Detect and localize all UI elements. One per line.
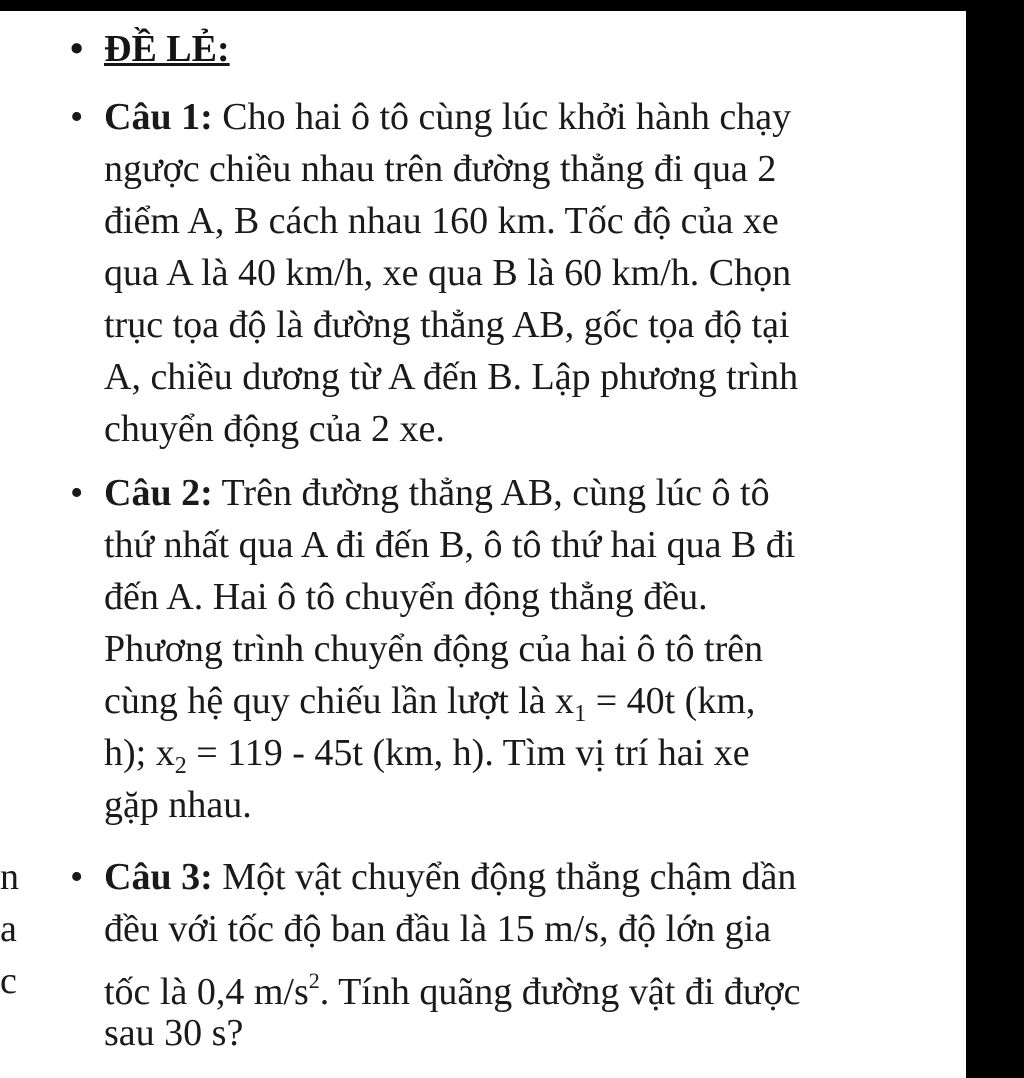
q2-line-3: đến A. Hai ô tô chuyển động thẳng đều. bbox=[104, 576, 708, 618]
q1-line-5: trục tọa độ là đường thẳng AB, gốc tọa độ tại bbox=[104, 304, 790, 346]
q3-line-3 bbox=[104, 955, 801, 1013]
q2-label: Câu 2: bbox=[104, 472, 213, 514]
left-clipped-fragment: a bbox=[0, 908, 17, 950]
q2-line-6-text: h); x bbox=[104, 732, 175, 774]
q2-line-7: gặp nhau. bbox=[104, 784, 252, 826]
subscript: 1 bbox=[574, 701, 587, 727]
subscript: 2 bbox=[174, 753, 187, 779]
q2-line-5-text: cùng hệ quy chiếu lần lượt là x bbox=[104, 680, 575, 722]
q3-label: Câu 3: bbox=[104, 856, 213, 898]
top-black-bar bbox=[0, 0, 1024, 11]
q2-line-5-rest: = 40t (km, bbox=[586, 680, 756, 722]
q1-line-6: A, chiều dương từ A đến B. Lập phương trình bbox=[104, 356, 799, 398]
bullet: • bbox=[70, 856, 84, 898]
q2-line-2: thứ nhất qua A đi đến B, ô tô thứ hai qua B đi bbox=[104, 524, 796, 566]
bullet: • bbox=[70, 472, 84, 514]
left-clipped-fragment: c bbox=[0, 960, 17, 1002]
q2-line-1 bbox=[104, 467, 795, 519]
document-page bbox=[0, 11, 966, 1078]
superscript: 2 bbox=[308, 968, 320, 993]
q2-line-4: Phương trình chuyển động của hai ô tô trên bbox=[104, 628, 764, 670]
q3-line-3-text: tốc là 0,4 m/s bbox=[104, 971, 309, 1013]
heading-text: ĐỀ LẺ: bbox=[104, 28, 230, 70]
q1-line-1 bbox=[104, 91, 798, 143]
q1-line-4: qua A là 40 km/h, xe qua B là 60 km/h. Chọn bbox=[104, 252, 792, 294]
q3-line-4: sau 30 s? bbox=[104, 1012, 244, 1054]
q1-line-2: ngược chiều nhau trên đường thẳng đi qua 2 bbox=[104, 148, 777, 190]
q2-line-6 bbox=[104, 727, 795, 779]
q2-line-6-rest: = 119 - 45t (km, h). Tìm vị trí hai xe bbox=[186, 732, 750, 774]
q2-line-1-text: Trên đường thẳng AB, cùng lúc ô tô bbox=[212, 472, 770, 514]
bullet: • bbox=[70, 28, 84, 70]
section-heading bbox=[70, 27, 230, 71]
q1-line-3: điểm A, B cách nhau 160 km. Tốc độ của xe bbox=[104, 200, 779, 242]
left-clipped-fragment: n bbox=[0, 856, 19, 898]
q2-line-5 bbox=[104, 675, 795, 727]
bullet: • bbox=[70, 96, 84, 138]
q1-line-1-text: Cho hai ô tô cùng lúc khởi hành chạy bbox=[212, 96, 792, 138]
q3-line-3-rest: . Tính quãng đường vật đi được bbox=[319, 971, 801, 1013]
q3-line-2: đều với tốc độ ban đầu là 15 m/s, độ lớn gia bbox=[104, 908, 772, 950]
q1-label: Câu 1: bbox=[104, 96, 213, 138]
q3-line-1 bbox=[104, 851, 800, 903]
right-black-bar bbox=[966, 0, 1024, 1078]
q1-line-7: chuyển động của 2 xe. bbox=[104, 408, 445, 450]
q3-line-1-text: Một vật chuyển động thẳng chậm dần bbox=[212, 856, 797, 898]
